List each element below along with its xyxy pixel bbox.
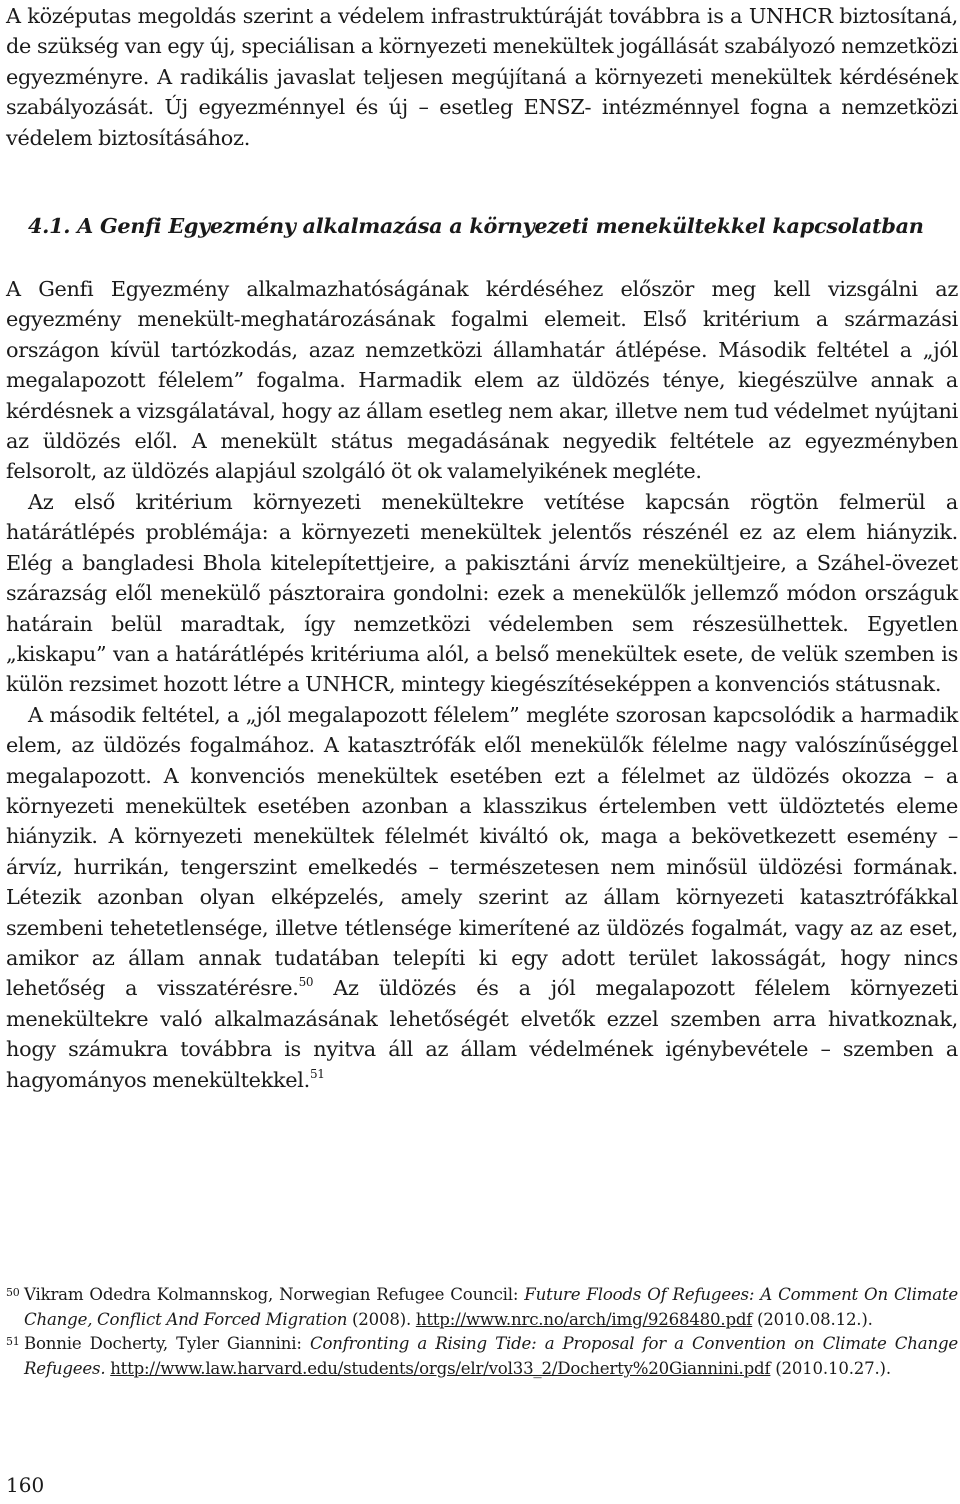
footnotes	[6, 1283, 958, 1381]
footnote-51	[6, 1332, 958, 1381]
body-paragraph-1: A Genfi Egyezmény alkalmazhatóságának kérdéséhez először meg kell vizsgálni az egyezmény menekült-meghatározásának fogalmi elemeit. Első kritérium a származási országon kívül tartózkodás, azaz nemzetközi államhatár átlépése. Második feltétel a „jól megalapozott félelem” fogalma. Harmadik elem az üldözés ténye, kiegészülve annak a kérdésnek a vizsgálatával, hogy az állam esetleg nem akar, illetve nem tud védelmet nyújtani az üldözés elől. A menekült státus megadásának negyedik feltétele az egyezményben felsorolt, az üldözés alapjául szolgáló öt ok valamelyikének megléte.	[6, 277, 958, 484]
footnote-date: (2010.08.12.).	[752, 1309, 873, 1329]
footnote-text	[24, 1283, 958, 1332]
page-number: 160	[6, 1473, 45, 1497]
footnote-50	[6, 1283, 958, 1332]
body-paragraph-3	[6, 700, 958, 1095]
footnote-number: 50	[6, 1286, 20, 1299]
footnote-link[interactable]: http://www.law.harvard.edu/students/orgs/elr/vol33_2/Docherty%20Giannini.pdf	[110, 1358, 771, 1378]
footnote-link[interactable]: http://www.nrc.no/arch/img/9268480.pdf	[415, 1309, 753, 1329]
footnote-title: Confronting a Rising Tide: a Proposal for a Convention on Climate Change Refugees.	[24, 1334, 958, 1378]
section-heading: 4.1. A Genfi Egyezmény alkalmazása a környezeti menekültekkel kapcsolatban	[28, 213, 924, 239]
body-paragraph-2: Az első kritérium környezeti menekültekre vetítése kapcsán rögtön felmerül a határátlépés problémája: a környezeti menekültek jelentős részénél ez az elem hiányzik. Elég a bangladesi Bhola kitelepítettjeire, a pakisztáni árvíz menekültjeire, a Száhel-övezet szárazság elől menekülő pásztoraira gondolni: ezek a menekülők jellemző módon országuk határain belül maradtak, így nemzetközi védelemben sem részesülhettek. Egyetlen „kiskapu” van a határátlépés kritériuma alól, a belső menekültek esete, de velük szemben is külön rezsimet hozott létre a UNHCR, mintegy kiegészítéseképpen a konvenciós státusnak.	[6, 489, 958, 697]
footnote-date: (2010.10.27.).	[770, 1358, 891, 1378]
document-page	[6, 0, 958, 1504]
body-paragraph-3-part-b: Az üldözés és a jól megalapozott félelem környezeti menekültekre való alkalmazásának lehetőségét elvetők ezzel szemben arra hivatkoznak, hogy számukra továbbra is nyitva áll az állam védelmének igénybevétele – szemben a hagyományos menekültekkel.	[6, 976, 958, 1092]
footnote-number: 51	[6, 1335, 20, 1349]
footnote-reference-51[interactable]: 51	[309, 1066, 325, 1081]
footnote-authors: Bonnie Docherty, Tyler Giannini:	[24, 1334, 310, 1354]
footnote-authors: Vikram Odedra Kolmannskog, Norwegian Refugee Council:	[24, 1285, 525, 1304]
intro-paragraph: A középutas megoldás szerint a védelem infrastruktúráját továbbra is a UNHCR biztosítaná, de szükség van egy új, speciálisan a környezeti menekültek jogállását szabályozó nemzetközi egyezményre. A radikális javaslat teljesen megújítaná a környezeti menekültek kérdésének szabályozását. Új egyezménnyel és új – esetleg ENSZ- intézménnyel fogna a nemzetközi védelem biztosításához.	[6, 4, 958, 150]
body-paragraph-3-part-a: A második feltétel, a „jól megalapozott félelem” megléte szorosan kapcsolódik a harmadik elem, az üldözés fogalmához. A katasztrófák elől menekülők félelme nagy valószínűséggel megalapozott. A konvenciós menekültek esetében ezt a félelmet az üldözés okozza – a környezeti menekültek esetében azonban a klasszikus értelemben vett üldöztetés eleme hiányzik. A környezeti menekültek félelmét kiváltó ok, maga a bekövetkezett esemény – árvíz, hurrikán, tengerszint emelkedés – természetesen nem minősül üldözési formának. Létezik azonban olyan elképzelés, amely szerint az állam környezeti katasztrófákkal szembeni tehetetlensége, illetve tétlensége kimerítené az üldözés fogalmát, vagy az az eset, amikor az állam annak tudatában telepíti ki egy adott terület lakosságát, hogy nincs lehetőség a visszatérésre.	[6, 702, 958, 1001]
footnote-reference-50[interactable]: 50	[298, 975, 314, 990]
footnote-year: (2008).	[347, 1309, 416, 1329]
footnote-text	[24, 1332, 958, 1381]
footnote-title: Future Floods Of Refugees: A Comment On Climate Change, Conflict And Forced Migration	[24, 1285, 958, 1329]
